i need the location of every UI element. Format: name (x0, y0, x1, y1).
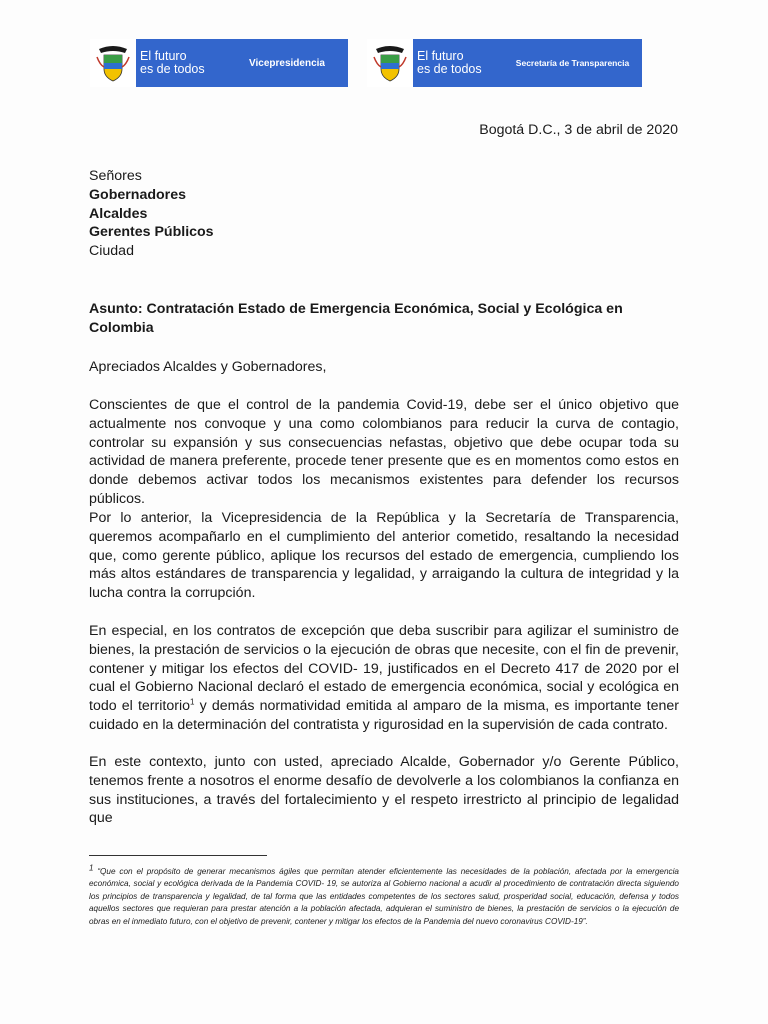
footnote-text: “Que con el propósito de generar mecanismos ágiles que permitan atender eficientemente las necesidades de la población, afectada por la emergencia económica, social y ecológica derivada de la Pandemia COVID- 19, se autoriza al Gobierno nacional a acudir al procedimiento de contratación directa siguiendo los principios de transparencia y legalidad, de tal forma que las entidades competentes de los sectores salud, prosperidad social, educación, defensa y todos aquellos sectores que requieran para prestar atención a la población afectada, adquieran el suministro de bienes, la prestación de servicios o la ejecución de obras en el inmediato futuro, con el objetivo de prevenir, contener y mitigar los efectos de la Pandemia del nuevo coronavirus COVID-19”. (89, 867, 679, 926)
salutation: Señores (89, 168, 142, 184)
vicepresidencia-logo (90, 39, 348, 87)
motto-line-1: El futuro (417, 49, 464, 63)
motto-line-2: es de todos (140, 62, 205, 76)
letter-date: Bogotá D.C., 3 de abril de 2020 (479, 122, 678, 138)
paragraph-3 (89, 622, 679, 735)
footnote-divider (89, 855, 267, 856)
subject-line: Asunto: Contratación Estado de Emergencia Económica, Social y Ecológica en Colombia (89, 301, 623, 336)
coat-of-arms-icon (90, 39, 136, 87)
recipient-mayors: Alcaldes (89, 205, 148, 222)
coat-of-arms-icon (367, 39, 413, 87)
footnote-number: 1 (89, 863, 94, 873)
motto (413, 39, 503, 87)
recipients-block (89, 167, 679, 261)
recipient-public-managers: Gerentes Públicos (89, 224, 214, 241)
footnote (89, 863, 679, 928)
footnote-reference: 1 (190, 697, 195, 707)
greeting: Apreciados Alcaldes y Gobernadores, (89, 359, 327, 375)
motto (136, 39, 226, 87)
entity-name: Secretaría de Transparencia (503, 39, 642, 87)
entity-name: Vicepresidencia (226, 39, 348, 87)
recipient-city: Ciudad (89, 243, 134, 260)
paragraph-4: En este contexto, junto con usted, apreciado Alcalde, Gobernador y/o Gerente Público, tenemos frente a nosotros el enorme desafío de devolverle a los colombianos la confianza en sus instituciones, a través del fortalecimiento y el respeto irrestricto al principio de legalidad que (89, 754, 679, 827)
paragraph-3-part-1: En especial, en los contratos de excepción que deba suscribir para agilizar el suministro de bienes, la prestación de servicios o la ejecución de obras que necesite, con el fin de prevenir, contener y mitigar los efectos del COVID- 19, justificados en el Decreto 417 de 2020 por el cual el Gobierno Nacional declaró el estado de emergencia económica, social y ecológica en todo el territorio (89, 623, 679, 715)
paragraph-3-part-2: y demás normatividad emitida al amparo de la misma, es importante tener cuidado en la determinación del contratista y rigurosidad en la supervisión de cada contrato. (89, 698, 679, 733)
recipient-governors: Gobernadores (89, 186, 186, 203)
motto-line-2: es de todos (417, 62, 482, 76)
paragraph-2: Por lo anterior, la Vicepresidencia de la República y la Secretaría de Transparencia, queremos acompañarlo en el cumplimiento del anterior cometido, resaltando la necesidad que, como gerente público, aplique los recursos del estado de emergencia, cumpliendo los más altos estándares de transparencia y legalidad, y arraigando la cultura de integridad y la lucha contra la corrupción. (89, 510, 679, 602)
transparencia-logo (367, 39, 642, 87)
paragraph-1: Conscientes de que el control de la pandemia Covid-19, debe ser el único objetivo que actualmente nos convoque y una como colombianos para reducir la curva de contagio, controlar su expansión y sus consecuencias nefastas, objetivo que debe ocupar toda su actividad de manera preferente, procede tener presente que es en momentos como estos en donde debemos activar todos los mecanismos existentes para defender los recursos públicos. (89, 397, 679, 507)
motto-line-1: El futuro (140, 49, 187, 63)
